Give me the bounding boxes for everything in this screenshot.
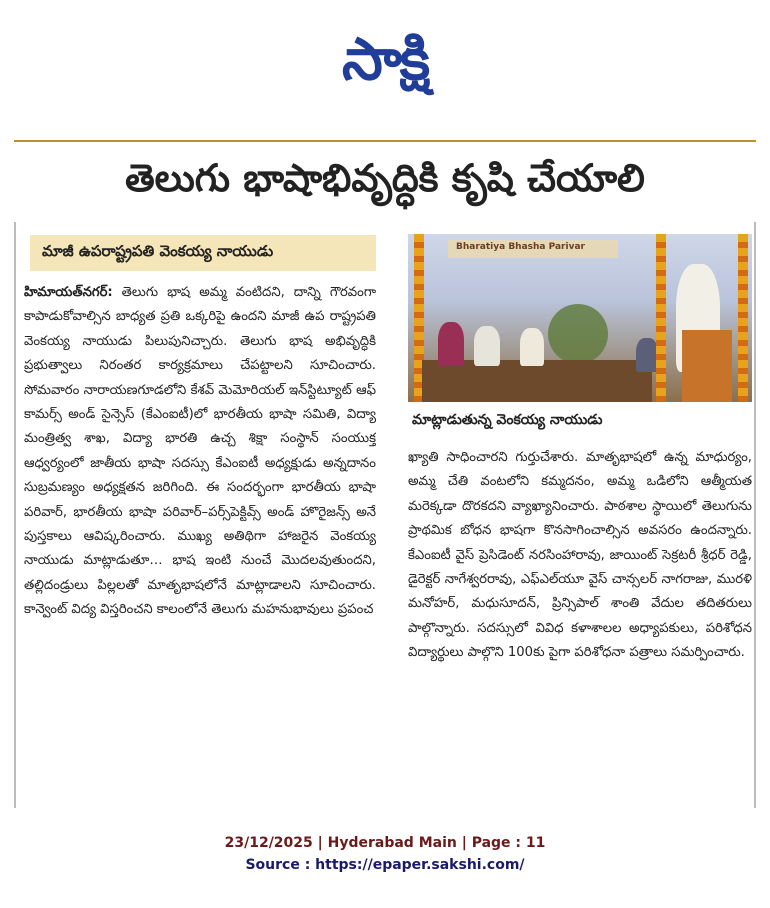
masthead — [0, 0, 770, 140]
footer-edition-info: 23/12/2025 | Hyderabad Main | Page : 11 — [224, 835, 546, 851]
guest-figure — [520, 328, 544, 366]
guest-figure — [636, 338, 658, 372]
article-photo — [408, 234, 752, 402]
article-body-left — [24, 281, 376, 805]
guest-figure — [438, 322, 464, 366]
sakshi-logo — [280, 14, 490, 104]
garland-decoration — [738, 234, 748, 402]
byline: మాజీ ఉపరాష్ట్రపతి వెంకయ్య నాయుడు — [30, 235, 376, 271]
podium — [682, 330, 732, 402]
dateline: హిమాయత్‌నగర్: — [24, 285, 113, 300]
article-headline: తెలుగు భాషాభివృద్ధికి కృషి చేయాలి — [125, 156, 645, 200]
stage-table — [422, 360, 652, 402]
divider-rule — [14, 140, 756, 142]
body-left-text: తెలుగు భాష అమ్మ వంటిదని, దాన్ని గౌరవంగా కాపాడుకోవాల్సిన బాధ్యత ప్రతి ఒక్కరిపై ఉందని మాజీ ఉప రాష్ట్రపతి వెంకయ్య నాయుడు పిలుపునిచ్చారు. తెలుగు భాష అభివృద్ధికి ప్రభుత్వాలు నిరంతర కార్యక్రమాలు చేపట్టాలని సూచించారు. సోమవారం నారాయణగూడలోని కేశవ్ మెమోరియల్ ఇన్‌స్టిట్యూట్ ఆఫ్ కామర్స్ అండ్ సైన్సెస్ (కేఎంఐటీ)లో భారతీయ భాషా సమితి, విద్యా మంత్రిత్వ శాఖ, విద్యా భారతి ఉచ్చ శిక్షా సంస్థాన్ సంయుక్త ఆధ్వర్యంలో జాతీయ భాషా సదస్సు కేఎంఐటీ అధ్యక్షుడు అన్నదానం సుబ్రమణ్యం అధ్యక్షతన జరిగింది. ఈ సందర్భంగా భారతీయ భాషా పరివార్, భారతీయ భాషా పరివార్–పర్స్‌పెక్టివ్స్ అండ్ హొరైజన్స్ అనే పుస్తకాలు ఆవిష్కరించారు. ముఖ్య అతిథిగా హాజరైన వెంకయ్య నాయుడు మాట్లాడుతూ… భాష ఇంటి నుంచే మొదలవుతుందని, తల్లిదండ్రులు పిల్లలతో మాతృభాషలోనే మాట్లాడాలని సూచించారు. కాన్వెంట్ విద్య విస్తరించని కాలంలోనే తెలుగు మహనుభావులు ప్రపంచ — [24, 285, 376, 618]
photo-caption: మాట్లాడుతున్న వెంకయ్య నాయుడు — [412, 411, 603, 428]
footer-source-link[interactable]: Source : https://epaper.sakshi.com/ — [245, 857, 525, 873]
article-body-right: ఖ్యాతి సాధించారని గుర్తుచేశారు. మాతృభాషలో ఉన్న మాధుర్యం, అమ్మ చేతి వంటలోని కమ్మదనం, అమ్మ ఒడిలోని ఆత్మీయత మరెక్కడా దొరకదని వ్యాఖ్యానించారు. పాఠశాల స్థాయిలో తెలుగును ప్రాథమిక బోధన భాషగా కొనసాగించాల్సిన అవసరం ఉందన్నారు. కేఎంఐటీ వైస్ ప్రెసిడెంట్ నరసింహారావు, జాయింట్ సెక్రటరీ శ్రీధర్ రెడ్డి, డైరెక్టర్ నాగేశ్వరరావు, ఎఫ్ఎల్‌యూ వైస్ చాన్సలర్ నాగరాజు, మురళి మనోహర్, మధుసూదన్, ప్రిన్సిపాల్ శాంతి వేదుల తదితరులు పాల్గొన్నారు. సదస్సులో వివిధ కళాశాలల అధ్యాపకులు, పరిశోధన విద్యార్థులు పాల్గొని 100కు పైగా పరిశోధనా పత్రాలు సమర్పించారు. — [408, 450, 752, 661]
garland-decoration — [656, 234, 666, 402]
guest-figure — [474, 326, 500, 366]
stage-banner-text: Bharatiya Bhasha Parivar — [456, 242, 585, 252]
logo-text: సాక్షి — [341, 25, 429, 93]
plant-decoration — [548, 304, 608, 364]
page-footer — [0, 832, 770, 876]
